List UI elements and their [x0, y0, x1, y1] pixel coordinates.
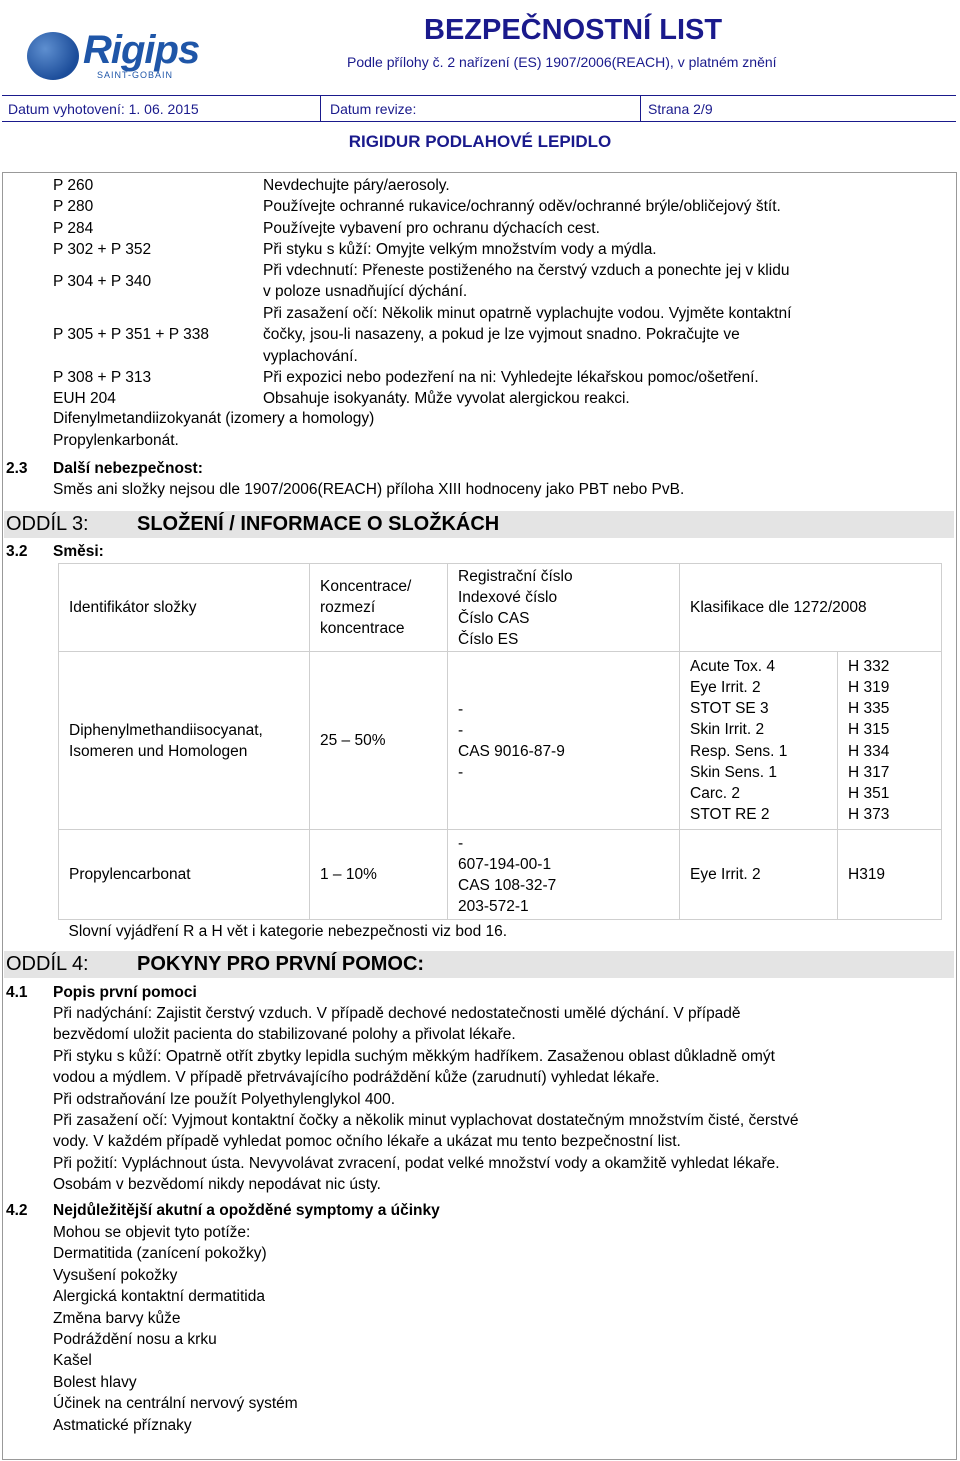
logo-subtext: SAINT-GOBAIN [97, 70, 174, 80]
subsection-title: Směsi: [53, 543, 104, 560]
subsection-title: Nejdůležitější akutní a opožděné symptomy a účinky [53, 1202, 440, 1219]
p-statement-text: Používejte vybavení pro ochranu dýchacích cest. [263, 220, 600, 237]
p-statement-code: EUH 204 [53, 390, 116, 407]
symptom-item: Astmatické příznaky [53, 1416, 192, 1434]
component-name [59, 652, 310, 830]
symptom-item: Podráždění nosu a krku [53, 1331, 217, 1348]
class-line: Eye Irrit. 2 [690, 678, 761, 696]
hcode-line: H 332 [848, 657, 890, 675]
p-statement-code: P 284 [53, 220, 94, 237]
symptom-item: Kašel [53, 1352, 92, 1370]
class-line: Carc. 2 [690, 784, 740, 802]
header-divider [640, 96, 641, 121]
registration-line: 607-194-00-1 [458, 855, 552, 873]
section-text: Směs ani složky nejsou dle 1907/2006(REACH) příloha XIII hodnoceny jako PBT nebo PvB. [53, 481, 685, 498]
table-note: Slovní vyjádření R a H vět i kategorie nebezpečnosti viz bod 16. [68, 922, 508, 940]
first-aid-line: vody. V každém případě vyhledat pomoc očního lékaře a ukázat mu tento bezpečnostní list. [53, 1133, 681, 1151]
component-hcodes [838, 652, 942, 830]
hcode-line: H 373 [848, 806, 890, 824]
class-line: Resp. Sens. 1 [690, 742, 788, 760]
section-title: Další nebezpečnost: [53, 460, 203, 477]
globe-icon [27, 32, 79, 80]
subsection-title: Popis první pomoci [53, 984, 197, 1001]
p-statement-text: vyplachování. [263, 347, 358, 365]
symptom-item: Účinek na centrální nervový systém [53, 1395, 298, 1413]
p-statement-code: P 305 + P 351 + P 338 [53, 326, 210, 343]
hcode-line: H 351 [848, 784, 890, 802]
header-line: Číslo ES [458, 630, 519, 648]
component-classes [680, 652, 838, 830]
class-line: STOT SE 3 [690, 700, 769, 718]
document-title: BEZPEČNOSTNÍ LIST [424, 14, 723, 46]
date-revision: Datum revize: [330, 101, 417, 117]
component-name: Propylencarbonat [59, 830, 310, 920]
header-rule-top [2, 95, 956, 96]
rigips-logo [25, 28, 200, 84]
p-statement-text: Při expozici nebo podezření na ni: Vyhledejte lékařskou pomoc/ošetření. [263, 369, 759, 386]
component-hcodes: H319 [838, 830, 942, 920]
p-statement-code: P 280 [53, 198, 94, 215]
p-statement-text: v poloze usnadňující dýchání. [263, 283, 468, 301]
first-aid-line: Při zasažení očí: Vyjmout kontaktní čočky a několik minut vyplachovat dostatečným množstvím čisté, čerstvé [53, 1112, 799, 1129]
hcode-line: H 335 [848, 700, 890, 718]
first-aid-line: vodou a mýdlem. V případě přetrvávajícího podráždění kůže (zarudnutí) vyhledat lékaře. [53, 1069, 660, 1087]
header-registration [448, 564, 680, 652]
header-line: koncentrace [320, 620, 405, 637]
page-number: Strana 2/9 [648, 101, 713, 117]
table-row [59, 830, 942, 920]
registration-line: - [458, 700, 464, 718]
p-statement-code: P 302 + P 352 [53, 241, 152, 258]
class-line: Acute Tox. 4 [690, 657, 776, 675]
symptom-item: Vysušení pokožky [53, 1266, 178, 1284]
section-3-title: SLOŽENÍ / INFORMACE O SLOŽKÁCH [137, 513, 500, 535]
document-subtitle: Podle přílohy č. 2 nařízení (ES) 1907/2006(REACH), v platném znění [347, 54, 777, 70]
section-4-title: POKYNY PRO PRVNÍ POMOC: [137, 953, 425, 975]
table-header-row [59, 564, 942, 652]
component-name-line: Diphenylmethandiisocyanat, [69, 721, 263, 739]
registration-line: - [458, 763, 464, 781]
table-note-row [59, 920, 942, 944]
registration-line: CAS 108-32-7 [458, 876, 557, 894]
symptom-item: Dermatitida (zanícení pokožky) [53, 1245, 267, 1263]
p-statement-text: Nevdechujte páry/aerosoly. [263, 177, 450, 194]
p-statement-text: Při zasažení očí: Několik minut opatrně vyplachujte vodou. Vyjměte kontaktní [263, 305, 792, 322]
component-registration [448, 830, 680, 920]
symptom-item: Mohou se objevit tyto potíže: [53, 1224, 251, 1241]
component-registration [448, 652, 680, 830]
hcode-line: H 319 [848, 678, 890, 696]
p-statement-code: P 260 [53, 177, 94, 194]
first-aid-line: Při nadýchání: Zajistit čerstvý vzduch. V případě dechové nedostatečnosti umělé dýchání. V případě [53, 1005, 741, 1022]
header-line: Registrační číslo [458, 567, 573, 585]
p-statement-text: čočky, jsou-li nasazeny, a pokud je lze vyjmout snadno. Pokračujte ve [263, 326, 740, 344]
symptom-item: Změna barvy kůže [53, 1309, 181, 1327]
symptom-item: Alergická kontaktní dermatitida [53, 1288, 265, 1306]
hazard-substance: Propylenkarbonát. [53, 432, 179, 449]
class-line: STOT RE 2 [690, 806, 770, 824]
component-classes: Eye Irrit. 2 [680, 830, 838, 920]
first-aid-line: bezvědomí uložit pacienta do stabilizované polohy a přivolat lékaře. [53, 1026, 516, 1044]
first-aid-line: Při požití: Vypláchnout ústa. Nevyvolávat zvracení, podat velké množství vody a okamžitě vyhledat lékaře. [53, 1154, 780, 1172]
subsection-number: 4.1 [6, 984, 28, 1001]
header-divider [320, 96, 321, 121]
hcode-line: H 334 [848, 742, 890, 760]
p-statement-code: P 304 + P 340 [53, 273, 152, 290]
hcode-line: H 317 [848, 763, 890, 781]
header-line: Koncentrace/ [320, 578, 412, 595]
header-classification: Klasifikace dle 1272/2008 [680, 564, 942, 652]
header-identifier: Identifikátor složky [59, 564, 310, 652]
registration-line: 203-572-1 [458, 897, 529, 915]
header-line: rozmezí [320, 599, 376, 616]
header-rule-bottom [2, 121, 956, 122]
symptom-item: Bolest hlavy [53, 1373, 137, 1391]
p-statement-code: P 308 + P 313 [53, 369, 152, 386]
registration-line: - [458, 721, 464, 739]
date-created: Datum vyhotovení: 1. 06. 2015 [8, 101, 199, 117]
p-statement-text: Používejte ochranné rukavice/ochranný oděv/ochranné brýle/obličejový štít. [263, 198, 781, 215]
table-row [59, 652, 942, 830]
first-aid-line: Osobám v bezvědomí nikdy nepodávat nic ústy. [53, 1176, 381, 1194]
header-concentration [310, 564, 448, 652]
subsection-number: 4.2 [6, 1202, 28, 1219]
component-concentration: 1 – 10% [310, 830, 448, 920]
section-number: 2.3 [6, 460, 28, 477]
p-statement-text: Při styku s kůží: Omyjte velkým množstvím vody a mýdla. [263, 241, 657, 258]
p-statement-text: Při vdechnutí: Přeneste postiženého na čerstvý vzduch a ponechte jej v klidu [263, 262, 790, 279]
section-4-number: ODDÍL 4: [6, 953, 89, 975]
header-line: Číslo CAS [458, 609, 530, 627]
registration-line: CAS 9016-87-9 [458, 742, 565, 760]
class-line: Skin Irrit. 2 [690, 721, 765, 739]
header-line: Indexové číslo [458, 588, 558, 606]
component-name-line: Isomeren und Homologen [69, 742, 248, 760]
registration-line: - [458, 834, 464, 852]
class-line: Skin Sens. 1 [690, 763, 778, 781]
hcode-line: H 315 [848, 721, 890, 739]
first-aid-line: Při styku s kůží: Opatrně otřít zbytky lepidla suchým měkkým hadříkem. Zasaženou oblast důkladně omýt [53, 1047, 775, 1065]
hazard-substance: Difenylmetandiizokyanát (izomery a homology) [53, 410, 375, 427]
first-aid-line: Při odstraňování lze použít Polyethylenglykol 400. [53, 1090, 396, 1108]
logo-text: Rigips [83, 28, 200, 72]
composition-table [58, 563, 942, 944]
subsection-number: 3.2 [6, 543, 28, 560]
p-statement-text: Obsahuje isokyanáty. Může vyvolat alergickou reakci. [263, 390, 630, 407]
section-3-number: ODDÍL 3: [6, 513, 89, 535]
product-name: RIGIDUR PODLAHOVÉ LEPIDLO [348, 132, 612, 151]
component-concentration: 25 – 50% [310, 652, 448, 830]
